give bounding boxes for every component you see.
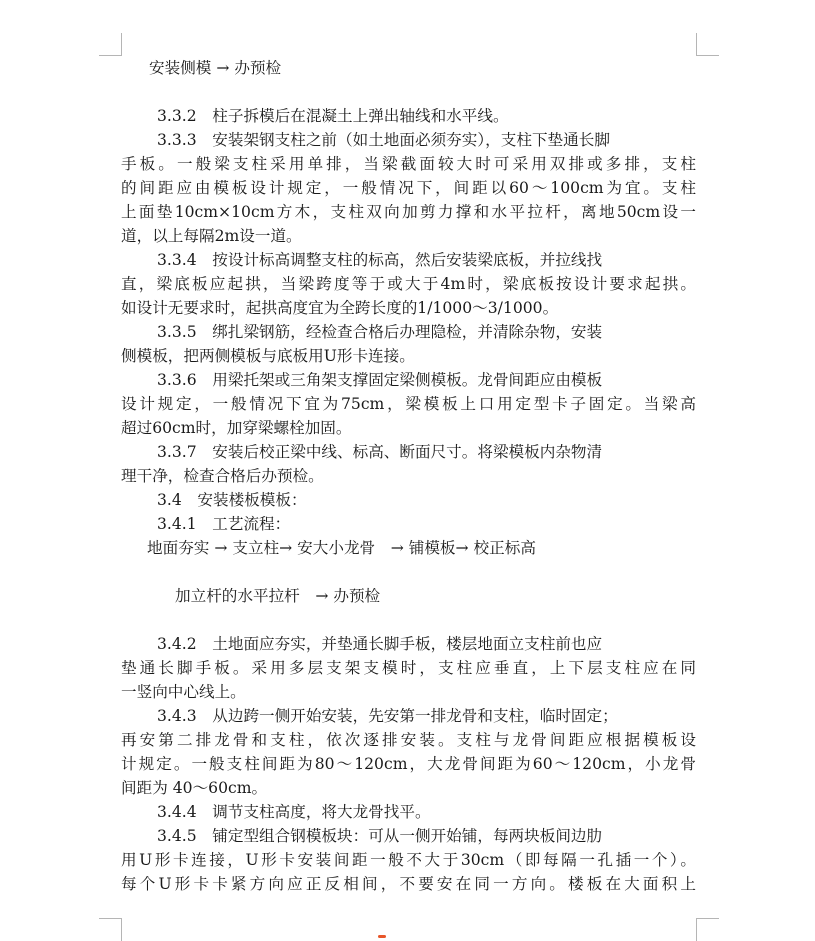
clause-3-3-2: 3.3.2 柱子拆模后在混凝土上弹出轴线和水平线。: [157, 107, 509, 125]
clause-3-4-5: 3.4.5 铺定型组合钢模板块：可从一侧开始铺，每两块板间边肋: [157, 827, 603, 845]
clause-3-3-4: 3.3.4 按设计标高调整支柱的标高，然后安装梁底板，并拉线找: [157, 251, 603, 269]
clause-3-4-1: 3.4.1 工艺流程：: [157, 515, 291, 533]
clause-3-4-3: 3.4.3 从边跨一侧开始安装，先安第一排龙骨和支柱，临时固定；: [157, 707, 618, 725]
text-line: 直，梁底板应起拱，当梁跨度等于或大于4m时，梁底板按设计要求起拱。: [121, 275, 696, 293]
clause-3-3-6: 3.3.6 用梁托架或三角架支撑固定梁侧模板。龙骨间距应由模板: [157, 371, 603, 389]
clause-3-4-2: 3.4.2 土地面应夯实，并垫通长脚手板，楼层地面立支柱前也应: [157, 635, 603, 653]
clause-3-3-3: 3.3.3 安装架钢支柱之前（如土地面必须夯实），支柱下垫通长脚: [157, 131, 610, 149]
clause-3-3-5: 3.3.5 绑扎梁钢筋，经检查合格后办理隐检，并清除杂物，安装: [157, 323, 603, 341]
flow-chart-main: 地面夯实 → 支立柱→ 安大小龙骨 → 铺模板→ 校正标高: [147, 539, 536, 557]
crop-mark-top-right: [696, 33, 719, 56]
text-cursor-mark: [378, 935, 386, 938]
clause-3-4-4: 3.4.4 调节支柱高度，将大龙骨找平。: [157, 803, 431, 821]
text-line: 计规定。一般支柱间距为80～120cm，大龙骨间距为60～120cm，小龙骨: [121, 755, 696, 773]
text-line: 再安第二排龙骨和支柱，依次逐排安装。支柱与龙骨间距应根据模板设: [121, 731, 696, 749]
text-line: 手板。一般梁支柱采用单排，当梁截面较大时可采用双排或多排，支柱: [121, 155, 696, 173]
text-line: 上面垫10cm×10cm方木，支柱双向加剪力撑和水平拉杆，离地50cm设一: [121, 203, 696, 221]
flow-chart-tail-2: 加立杆的水平拉杆 → 办预检: [175, 587, 381, 605]
text-line: 一竖向中心线上。: [121, 683, 246, 701]
crop-mark-bottom-right: [696, 918, 719, 941]
clause-3-3-7: 3.3.7 安装后校正梁中线、标高、断面尺寸。将梁模板内杂物清: [157, 443, 603, 461]
text-line: 的间距应由模板设计规定，一般情况下，间距以60～100cm为宜。支柱: [121, 179, 696, 197]
text-line: 道，以上每隔2m设一道。: [121, 227, 302, 245]
text-line: 用U形卡连接，U形卡安装间距一般不大于30cm（即每隔一孔插一个）。: [121, 851, 696, 869]
text-line: 侧模板，把两侧模板与底板用U形卡连接。: [121, 347, 415, 365]
flow-chart-tail: 安装侧模 → 办预检: [149, 59, 282, 77]
text-line: 超过60cm时，加穿梁螺栓加固。: [121, 419, 352, 437]
text-line: 如设计无要求时，起拱高度宜为全跨长度的1/1000～3/1000。: [121, 299, 559, 317]
text-line: 每个U形卡卡紧方向应正反相间，不要安在同一方向。楼板在大面积上: [121, 875, 696, 893]
crop-mark-top-left: [99, 33, 122, 56]
text-line: 间距为 40～60cm。: [121, 779, 268, 797]
crop-mark-bottom-left: [99, 918, 122, 941]
text-line: 设计规定，一般情况下宜为75cm，梁模板上口用定型卡子固定。当梁高: [121, 395, 696, 413]
section-3-4-heading: 3.4 安装楼板模板：: [157, 491, 307, 509]
text-line: 垫通长脚手板。采用多层支架支模时，支柱应垂直，上下层支柱应在同: [121, 659, 696, 677]
text-line: 理干净，检查合格后办预检。: [121, 467, 324, 485]
